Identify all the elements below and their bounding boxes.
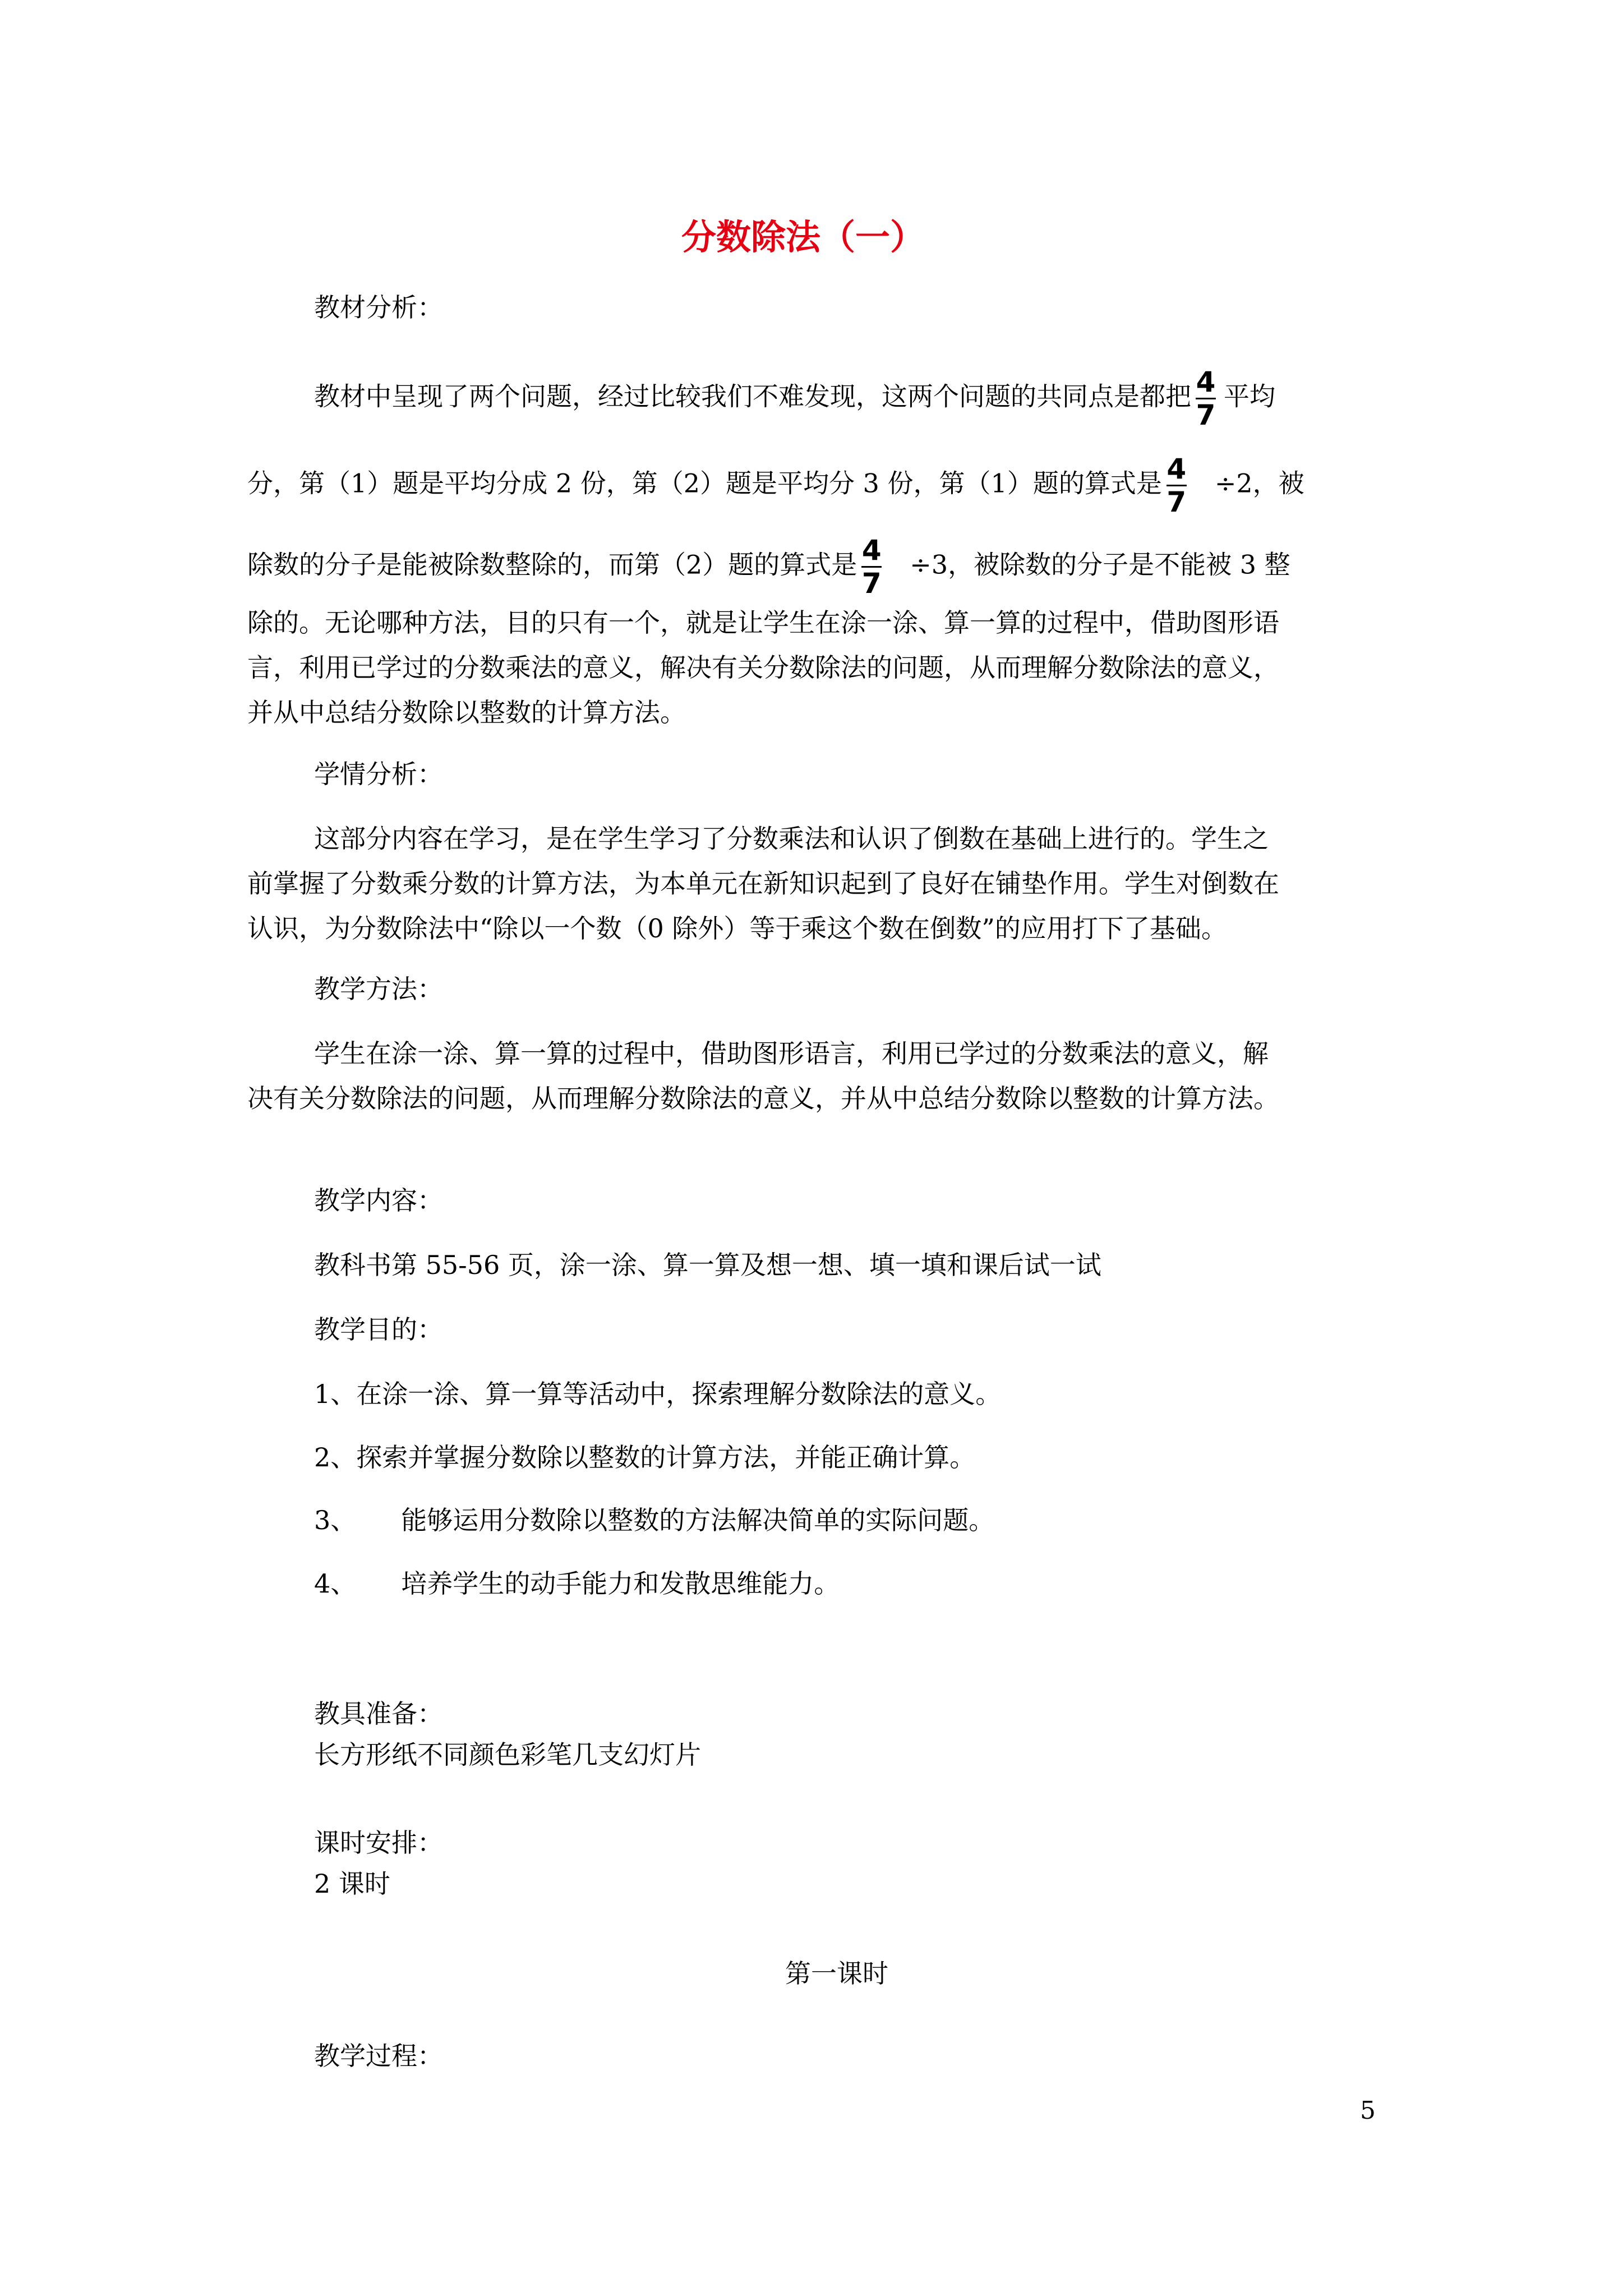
heading-learning-analysis: 学情分析： bbox=[314, 759, 443, 789]
goal-item: 2、探索并掌握分数除以整数的计算方法，并能正确计算。 bbox=[314, 1442, 976, 1473]
heading-teaching-method: 教学方法： bbox=[314, 974, 443, 1004]
fraction bbox=[1166, 453, 1187, 518]
heading-teaching-content: 教学内容： bbox=[314, 1185, 443, 1216]
page-number: 5 bbox=[1360, 2096, 1376, 2125]
fraction-denominator: 7 bbox=[1166, 486, 1187, 518]
paragraph-line: 前掌握了分数乘分数的计算方法，为本单元在新知识起到了良好在铺垫作用。学生对倒数在 bbox=[247, 868, 1279, 899]
goal-number: 4、 bbox=[314, 1568, 357, 1599]
paragraph-line: 除的。无论哪种方法，目的只有一个，就是让学生在涂一涂、算一算的过程中，借助图形语 bbox=[247, 608, 1279, 638]
paragraph-line: 言，利用已学过的分数乘法的意义，解决有关分数除法的问题，从而理解分数除法的意义， bbox=[247, 652, 1279, 683]
heading-textbook-analysis: 教材分析： bbox=[314, 292, 443, 323]
text-segment: ÷2，被 bbox=[1214, 468, 1304, 499]
heading-tools: 教具准备： bbox=[314, 1699, 443, 1729]
paragraph-line: 这部分内容在学习，是在学生学习了分数乘法和认识了倒数在基础上进行的。学生之 bbox=[314, 823, 1269, 854]
goal-text: 能够运用分数除以整数的方法解决简单的实际问题。 bbox=[401, 1505, 995, 1535]
fraction-numerator: 4 bbox=[861, 534, 882, 567]
fraction bbox=[861, 535, 882, 599]
fraction-denominator: 7 bbox=[861, 567, 882, 600]
page-title: 分数除法（一） bbox=[681, 217, 925, 257]
lesson-subtitle: 第一课时 bbox=[785, 1958, 888, 1989]
goal-text: 培养学生的动手能力和发散思维能力。 bbox=[401, 1568, 840, 1599]
heading-schedule: 课时安排： bbox=[314, 1828, 443, 1858]
goal-number: 3、 bbox=[314, 1505, 357, 1535]
goal-item bbox=[314, 1567, 840, 1600]
paragraph-line: 学生在涂一涂、算一算的过程中，借助图形语言，利用已学过的分数乘法的意义，解 bbox=[314, 1038, 1269, 1069]
fraction-numerator: 4 bbox=[1166, 453, 1187, 485]
paragraph-line: 认识，为分数除法中“除以一个数（0 除外）等于乘这个数在倒数”的应用打下了基础。 bbox=[247, 913, 1227, 944]
fraction bbox=[1196, 366, 1216, 431]
paragraph-line: 决有关分数除法的问题，从而理解分数除法的意义，并从中总结分数除以整数的计算方法。 bbox=[247, 1083, 1279, 1114]
paragraph-line: 2 课时 bbox=[314, 1869, 390, 1899]
paragraph-line bbox=[247, 453, 1304, 518]
text-segment: 平均 bbox=[1224, 381, 1275, 412]
heading-teaching-process: 教学过程： bbox=[314, 2041, 443, 2071]
paragraph-line: 并从中总结分数除以整数的计算方法。 bbox=[247, 697, 686, 728]
paragraph-line bbox=[247, 535, 1290, 599]
fraction-numerator: 4 bbox=[1196, 366, 1216, 398]
goal-item bbox=[314, 1503, 994, 1537]
paragraph-line: 教科书第 55-56 页，涂一涂、算一算及想一想、填一填和课后试一试 bbox=[314, 1250, 1101, 1280]
text-segment: 分，第（1）题是平均分成 2 份，第（2）题是平均分 3 份，第（1）题的算式是 bbox=[247, 468, 1162, 499]
heading-teaching-goals: 教学目的： bbox=[314, 1314, 443, 1345]
fraction-denominator: 7 bbox=[1196, 399, 1216, 431]
paragraph-line: 长方形纸不同颜色彩笔几支幻灯片 bbox=[314, 1740, 701, 1770]
text-segment: 除数的分子是能被除数整除的，而第（2）题的算式是 bbox=[247, 549, 857, 580]
text-segment: 教材中呈现了两个问题，经过比较我们不难发现，这两个问题的共同点是都把 bbox=[314, 381, 1191, 412]
text-segment: ÷3，被除数的分子是不能被 3 整 bbox=[910, 549, 1290, 580]
paragraph-line bbox=[314, 366, 1275, 431]
goal-item: 1、在涂一涂、算一算等活动中，探索理解分数除法的意义。 bbox=[314, 1379, 1002, 1409]
